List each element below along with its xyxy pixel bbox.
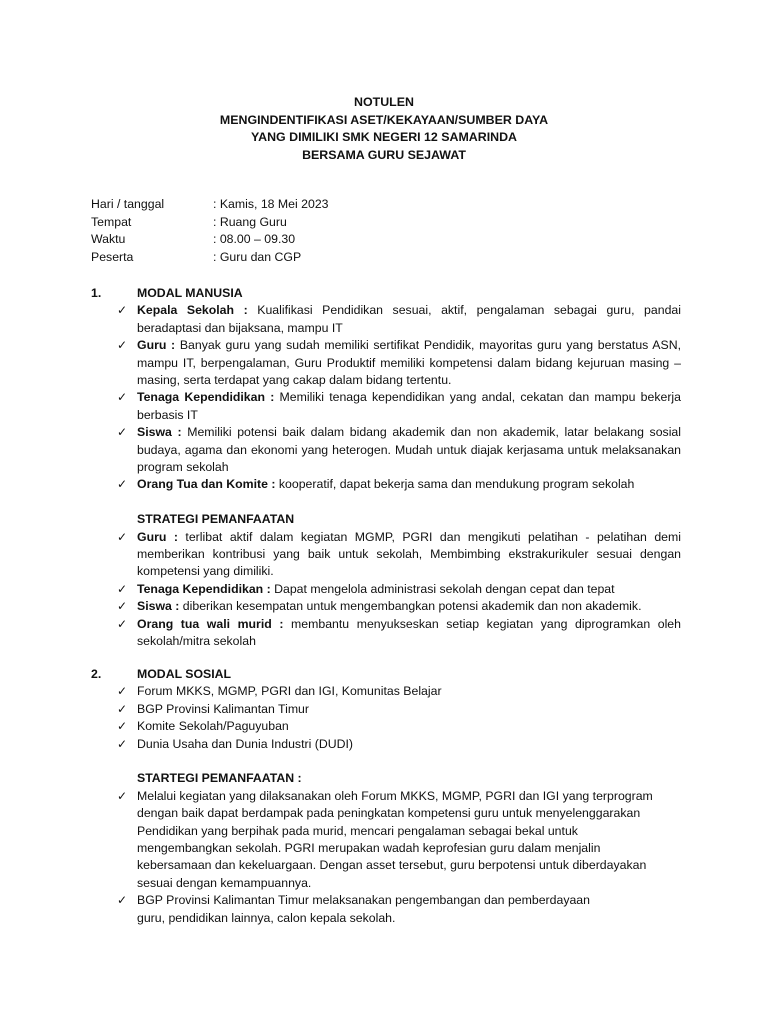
item-text: membantu menyukseskan setiap kegiatan yang diprogramkan oleh sekolah/mitra sekolah: [137, 616, 681, 649]
section-number: 1.: [91, 286, 102, 300]
item-term: Orang tua wali murid :: [137, 616, 284, 631]
list-item: [117, 718, 681, 735]
checkmark-icon: ✓: [117, 616, 128, 631]
list-item: [117, 598, 681, 615]
checkmark-icon: ✓: [117, 529, 128, 544]
strategy-list: [91, 529, 681, 651]
meta-row: [91, 196, 329, 214]
item-line: BGP Provinsi Kalimantan Timur melaksanakan pengembangan dan pemberdayaan: [137, 893, 590, 908]
title-line-2: MENGINDENTIFIKASI ASET/KEKAYAAN/SUMBER DAYA: [219, 112, 549, 127]
meta-row: [91, 249, 329, 267]
section-modal-manusia: [91, 285, 681, 651]
strategy-heading: STARTEGI PEMANFAATAN :: [137, 771, 302, 786]
list-item: [117, 476, 681, 493]
meta-label: Peserta: [91, 249, 134, 264]
list-item: [117, 581, 681, 598]
list-item: [117, 616, 681, 651]
section-modal-sosial: [91, 666, 681, 927]
item-text: kooperatif, dapat bekerja sama dan mendukung program sekolah: [275, 477, 635, 492]
spacer: [91, 753, 681, 770]
item-term: Siswa :: [137, 599, 180, 614]
checkmark-icon: ✓: [117, 684, 128, 699]
list-item: [117, 892, 681, 927]
item-text: Komite Sekolah/Paguyuban: [137, 719, 289, 734]
item-text: diberikan kesempatan untuk mengembangkan potensi akademik dan non akademik.: [179, 599, 642, 614]
spacer: [91, 494, 681, 511]
item-text: BGP Provinsi Kalimantan Timur: [137, 701, 309, 716]
item-line: mengembangkan sekolah. PGRI merupakan wadah keprofesian guru dalam menjalin: [137, 841, 601, 856]
meta-label: Tempat: [91, 214, 132, 229]
section-number: 2.: [91, 667, 102, 681]
meta-value: : Guru dan CGP: [213, 249, 302, 264]
item-text: Kualifikasi Pendidikan sesuai, aktif, pengalaman sebagai guru, pandai beradaptasi dan bijaksana, mampu IT: [137, 303, 681, 335]
checkmark-icon: ✓: [117, 701, 128, 716]
checkmark-icon: ✓: [117, 736, 128, 751]
checkmark-icon: ✓: [117, 788, 128, 803]
list-item: [117, 302, 681, 337]
asset-list: [91, 302, 681, 493]
checkmark-icon: ✓: [117, 425, 128, 440]
item-term: Siswa :: [137, 425, 182, 440]
meta-label: Waktu: [91, 232, 126, 247]
item-text: Banyak guru yang sudah memiliki sertifikat Pendidik, mayoritas guru yang berstatus ASN, mampu IT, berpengalaman, Guru Produktif memiliki kompetensi dalam bidang kejuruan masing – masing, serta terdapat yang cakap dalam bidang tertentu.: [137, 338, 682, 388]
item-term: Guru :: [137, 529, 178, 544]
item-term: Kepala Sekolah :: [137, 303, 248, 318]
item-text: Forum MKKS, MGMP, PGRI dan IGI, Komunitas Belajar: [137, 684, 442, 699]
checkmark-icon: ✓: [117, 303, 128, 318]
checkmark-icon: ✓: [117, 599, 128, 614]
item-text: Memiliki potensi baik dalam bidang akademik dan non akademik, latar belakang sosial budaya, agama dan ekonomi yang heterogen. Mudah untuk diajak kerjasama untuk melaksanakan program sekolah: [137, 425, 681, 475]
item-term: Orang Tua dan Komite :: [137, 477, 276, 492]
title-line-3: YANG DIMILIKI SMK NEGERI 12 SAMARINDA: [251, 130, 517, 144]
list-item: [117, 424, 681, 476]
list-item: [117, 788, 681, 892]
title-line-1: NOTULEN: [354, 95, 414, 109]
section-title: MODAL SOSIAL: [137, 667, 232, 681]
section-title: MODAL MANUSIA: [137, 286, 243, 300]
item-line: dengan baik dapat berdampak pada peningkatan kompetensi guru untuk menyelenggarakan: [137, 806, 641, 821]
strategy-heading: STRATEGI PEMANFAATAN: [137, 512, 295, 527]
item-line: Pendidikan yang berpihak pada murid, mencari pengalaman sebagai bekal untuk: [137, 823, 578, 838]
document-title: [0, 94, 768, 164]
item-text: Dunia Usaha dan Dunia Industri (DUDI): [137, 736, 353, 751]
social-asset-list: [91, 683, 681, 753]
section-heading: [91, 666, 681, 683]
item-term: Guru :: [137, 338, 176, 353]
meta-value: : Kamis, 18 Mei 2023: [213, 197, 329, 211]
checkmark-icon: ✓: [117, 893, 128, 908]
meta-row: [91, 214, 329, 232]
meta-value: : Ruang Guru: [213, 214, 287, 229]
checkmark-icon: ✓: [117, 338, 128, 353]
meta-row: [91, 231, 329, 249]
list-item: [117, 529, 681, 581]
item-line: guru, pendidikan lainnya, calon kepala sekolah.: [137, 910, 396, 925]
meeting-info: [91, 196, 329, 266]
strategy-list: [91, 788, 681, 927]
item-line: sesuai dengan kemampuannya.: [137, 875, 312, 890]
checkmark-icon: ✓: [117, 719, 128, 734]
list-item: [117, 389, 681, 424]
item-text: Dapat mengelola administrasi sekolah dengan cepat dan tepat: [270, 581, 615, 596]
meta-label: Hari / tanggal: [91, 197, 165, 211]
meta-value: : 08.00 – 09.30: [213, 232, 296, 247]
item-term: Tenaga Kependidikan :: [137, 581, 271, 596]
list-item: [117, 683, 681, 700]
checkmark-icon: ✓: [117, 477, 128, 492]
checkmark-icon: ✓: [117, 390, 128, 405]
list-item: [117, 337, 681, 389]
list-item: [117, 736, 681, 753]
item-line: Melalui kegiatan yang dilaksanakan oleh Forum MKKS, MGMP, PGRI dan IGI yang terprogram: [137, 788, 653, 803]
item-text: Memiliki tenaga kependidikan yang andal, cekatan dan mampu bekerja berbasis IT: [137, 390, 681, 422]
list-item: [117, 701, 681, 718]
item-line: kebersamaan dan kekeluargaan. Dengan asset tersebut, guru berpotensi untuk diberdayakan: [137, 858, 647, 873]
checkmark-icon: ✓: [117, 581, 128, 596]
title-line-4: BERSAMA GURU SEJAWAT: [302, 147, 466, 162]
item-text: terlibat aktif dalam kegiatan MGMP, PGRI dan mengikuti pelatihan - pelatihan demi memberikan kontribusi yang baik untuk sekolah, Membimbing ekstrakurikuler sesuai dengan kompetensi yang dimiliki.: [137, 529, 682, 579]
item-term: Tenaga Kependidikan :: [137, 390, 275, 405]
section-heading: [91, 285, 681, 302]
